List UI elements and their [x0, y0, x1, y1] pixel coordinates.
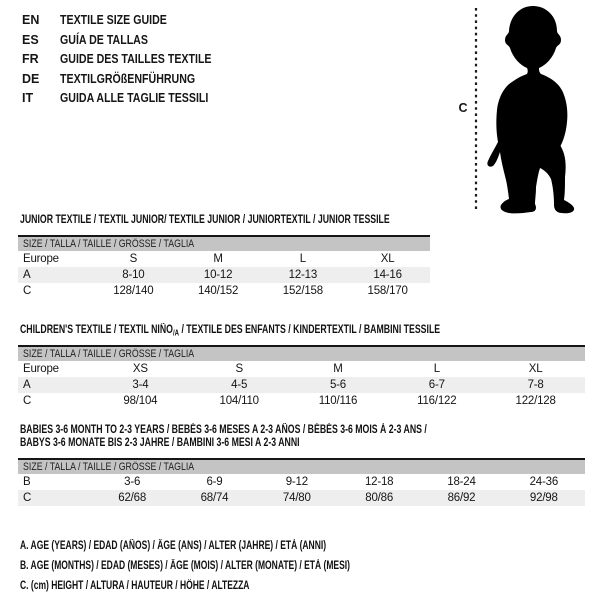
row-label-cell: C — [23, 492, 32, 504]
value-cell: 152/158 — [282, 285, 323, 297]
legend-line — [20, 576, 466, 596]
language-code: IT — [22, 91, 34, 105]
row-label-cell: Europe — [23, 253, 59, 265]
value-cell: 4-5 — [231, 379, 248, 391]
size-header-label: SIZE / TALLA / TAILLE / GRÖSSE / TAGLIA — [23, 348, 195, 360]
value-cell: 12-13 — [288, 269, 318, 281]
child-figure — [450, 2, 590, 216]
size-header-bar — [18, 235, 430, 251]
value-cell: 86/92 — [447, 492, 476, 504]
table-title-text — [20, 214, 390, 227]
value-cell: 3-4 — [132, 379, 149, 391]
row-label-cell: A — [23, 269, 31, 281]
value-cell: 7-8 — [527, 379, 544, 391]
row-label-cell: C — [23, 285, 32, 297]
table-title-text — [20, 324, 440, 340]
value-cell: 6-7 — [428, 379, 445, 391]
table-row — [18, 377, 585, 393]
language-row — [22, 70, 238, 90]
value-cell: 24-36 — [529, 476, 559, 488]
value-cell: 8-10 — [122, 269, 145, 281]
size-guide-table — [18, 324, 585, 409]
language-row — [22, 11, 238, 31]
language-title: TEXTILE SIZE GUIDE — [60, 13, 167, 27]
value-cell: 110/116 — [318, 395, 358, 407]
value-cell: 104/110 — [219, 395, 259, 407]
language-row — [22, 50, 238, 70]
language-title: GUÍA DE TALLAS — [60, 32, 148, 47]
language-title: GUIDA ALLE TAGLIE TESSILI — [60, 91, 209, 105]
value-cell: S — [129, 253, 138, 265]
value-cell: 68/74 — [200, 492, 229, 504]
height-label: C — [458, 101, 468, 115]
value-cell: XL — [380, 253, 395, 265]
value-cell: 122/128 — [515, 395, 556, 407]
language-title: GUIDE DES TAILLES TEXTILE — [60, 52, 212, 66]
language-code: EN — [22, 13, 40, 27]
row-label-cell: Europe — [23, 363, 59, 375]
value-cell: XS — [132, 363, 148, 375]
table-title-text — [20, 424, 427, 437]
table-title-line — [20, 424, 585, 437]
size-table — [18, 361, 585, 409]
language-list — [22, 11, 238, 109]
table-row — [18, 393, 585, 409]
title-segment: BABYS 3-6 MONATE BIS 2-3 JAHRE / BAMBINI 3-6 MESI A 2-3 ANNI — [20, 437, 300, 449]
size-header-bar — [18, 345, 585, 361]
size-table — [18, 251, 430, 299]
value-cell: L — [299, 253, 306, 265]
size-table — [18, 474, 585, 506]
toddler-silhouette — [487, 6, 574, 213]
table-title-line — [20, 214, 506, 227]
value-cell: 140/152 — [198, 285, 239, 297]
title-segment: / TEXTILE DES ENFANTS / KINDERTEXTIL / BAMBINI TESSILE — [179, 324, 441, 336]
value-cell: 92/98 — [529, 492, 558, 504]
value-cell: 3-6 — [124, 476, 141, 488]
table-row — [18, 361, 585, 377]
title-segment: CHILDREN'S TEXTILE / TEXTIL NIÑO — [20, 324, 173, 336]
title-segment: BABIES 3-6 MONTH TO 2-3 YEARS / BEBÉS 3-6 MESES A 2-3 AÑOS / BÉBÉS 3-6 MOIS À 2-3 ANS / — [20, 424, 427, 436]
legend-line — [20, 556, 466, 576]
row-label-cell: C — [23, 395, 32, 407]
legend-text: A. AGE (YEARS) / EDAD (AÑOS) / ÂGE (ANS) / ALTER (JAHRE) / ETÀ (ANNI) — [20, 540, 327, 552]
value-cell: 62/68 — [118, 492, 147, 504]
value-cell: M — [213, 253, 223, 265]
value-cell: 128/140 — [113, 285, 154, 297]
table-title — [20, 424, 585, 450]
value-cell: 80/86 — [365, 492, 394, 504]
value-cell: 10-12 — [203, 269, 233, 281]
table-title-line — [20, 324, 585, 337]
language-code: FR — [22, 52, 39, 66]
value-cell: L — [433, 363, 440, 375]
size-header-label: SIZE / TALLA / TAILLE / GRÖSSE / TAGLIA — [23, 461, 195, 473]
value-cell: 12-18 — [364, 476, 394, 488]
language-code: DE — [22, 71, 40, 86]
table-row — [18, 490, 585, 506]
table-title-text — [20, 437, 300, 450]
table-title-line — [20, 437, 585, 450]
table-row — [18, 474, 585, 490]
value-cell: 5-6 — [329, 379, 346, 391]
legend — [20, 536, 466, 596]
title-segment: JUNIOR TEXTILE / TEXTIL JUNIOR/ TEXTILE JUNIOR / JUNIORTEXTIL / JUNIOR TESSILE — [20, 214, 390, 226]
table-row — [18, 267, 430, 283]
language-code: ES — [22, 32, 39, 47]
value-cell: S — [235, 363, 243, 375]
value-cell: 18-24 — [447, 476, 476, 488]
language-title: TEXTILGRÖßENFÜHRUNG — [60, 71, 196, 86]
value-cell: 116/122 — [417, 395, 457, 407]
table-row — [18, 251, 430, 267]
value-cell: 14-16 — [373, 269, 402, 281]
legend-text: C. (cm) HEIGHT / ALTURA / HAUTEUR / HÖHE / ALTEZZA — [20, 580, 250, 592]
value-cell: M — [333, 363, 343, 375]
value-cell: 158/170 — [367, 285, 408, 297]
row-label-cell: A — [23, 379, 31, 391]
value-cell: 6-9 — [206, 476, 223, 488]
size-header-bar — [18, 458, 585, 474]
value-cell: 74/80 — [282, 492, 311, 504]
table-row — [18, 283, 430, 299]
legend-text: B. AGE (MONTHS) / EDAD (MESES) / ÂGE (MOIS) / ALTER (MONATE) / ETÀ (MESI) — [20, 560, 350, 572]
table-title — [20, 324, 585, 337]
legend-line — [20, 536, 466, 556]
size-guide-table — [18, 214, 506, 299]
title-segment: /A — [172, 328, 180, 338]
size-guide-table — [18, 424, 585, 506]
value-cell: 98/104 — [123, 395, 158, 407]
size-header-label: SIZE / TALLA / TAILLE / GRÖSSE / TAGLIA — [23, 238, 195, 250]
value-cell: XL — [528, 363, 543, 375]
value-cell: 9-12 — [285, 476, 308, 488]
table-title — [20, 214, 506, 227]
language-row — [22, 31, 238, 51]
row-label-cell: B — [23, 476, 31, 488]
language-row — [22, 89, 238, 109]
